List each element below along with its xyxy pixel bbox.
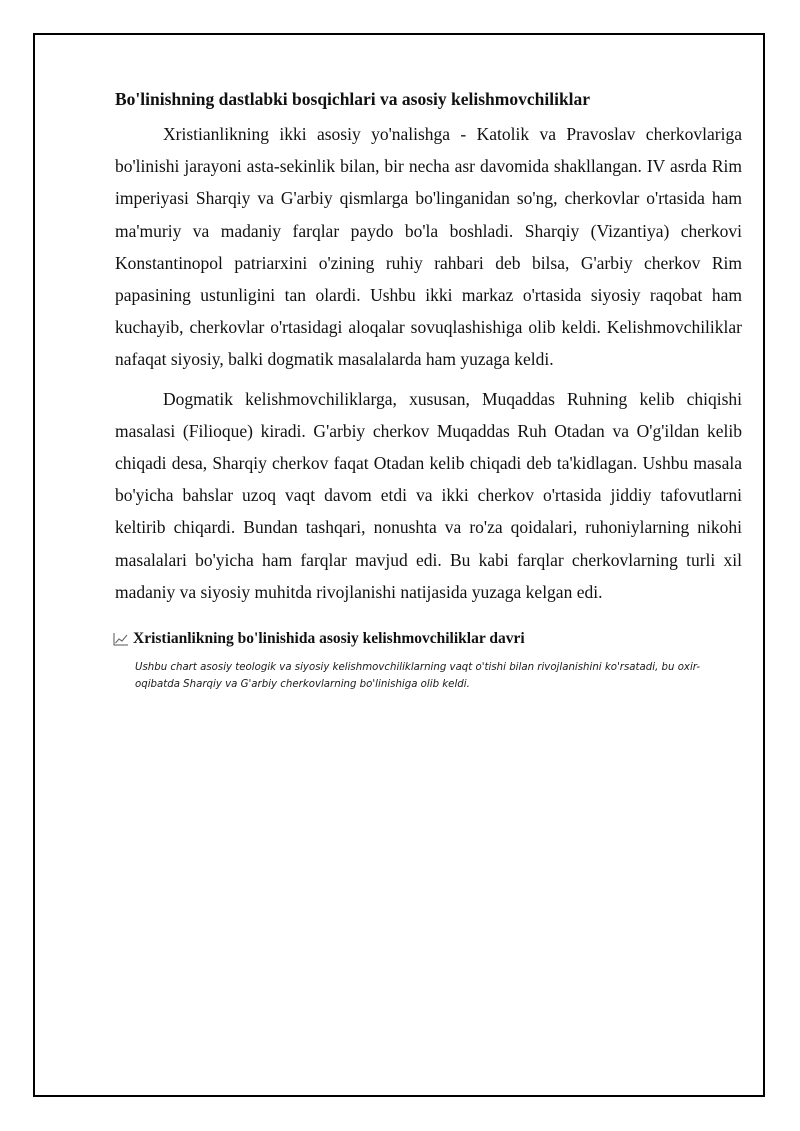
section-heading: Bo'linishning dastlabki bosqichlari va asosiy kelishmovchiliklar: [115, 89, 591, 109]
paragraph-2: Dogmatik kelishmovchiliklarga, xususan, Muqaddas Ruhning kelib chiqishi masalasi (Filioque) kiradi. G'arbiy cherkov Muqaddas Ruh Otadan va O'g'ildan kelib chiqadi desa, Sharqiy cherkov faqat Otadan kelib chiqadi deb ta'kidlagan. Ushbu masala bo'yicha bahslar uzoq vaqt davom etdi va ikki cherkov o'rtasida jiddiy tafovutlarni keltirib chiqardi. Bundan tashqari, nonushta va ro'za qoidalari, ruhoniylarning nikohi masalalari bo'yicha ham farqlar mavjud edi. Bu kabi farqlar cherkovlarning turli xil madaniy va siyosiy muhitda rivojlanishi natijasida yuzaga kelgan edi.: [115, 388, 742, 602]
figure-title-row: [113, 628, 742, 650]
figure-caption: Ushbu chart asosiy teologik va siyosiy kelishmovchiliklarning vaqt o'tishi bilan rivojlanishini ko'rsatadi, bu oxir-oqibatda Sharqiy va G'arbiy cherkovlarning bo'linishiga olib keldi.: [135, 662, 701, 691]
figure-block: [115, 628, 742, 693]
figure-title: Xristianlikning bo'linishida asosiy kelishmovchiliklar davri: [133, 630, 525, 648]
paragraph-1: Xristianlikning ikki asosiy yo'nalishga - Katolik va Pravoslav cherkovlariga bo'linishi jarayoni asta-sekinlik bilan, bir necha asr davomida shakllangan. IV asrda Rim imperiyasi Sharqiy va G'arbiy qismlarga bo'linganidan so'ng, cherkovlar o'rtasida ham ma'muriy va madaniy farqlar paydo bo'la boshladi. Sharqiy (Vizantiya) cherkovi Konstantinopol patriarxini o'zining ruhiy rahbari deb bilsa, G'arbiy cherkov Rim papasining ustunligini tan olardi. Ushbu ikki markaz o'rtasida siyosiy raqobat ham kuchayib, cherkovlar o'rtasidagi aloqalar sovuqlashishiga olib keldi. Kelishmovchiliklar nafaqat siyosiy, balki dogmatik masalalarda ham yuzaga keldi.: [115, 124, 742, 370]
document-body: [115, 84, 742, 693]
chart-line-icon: [113, 632, 129, 646]
